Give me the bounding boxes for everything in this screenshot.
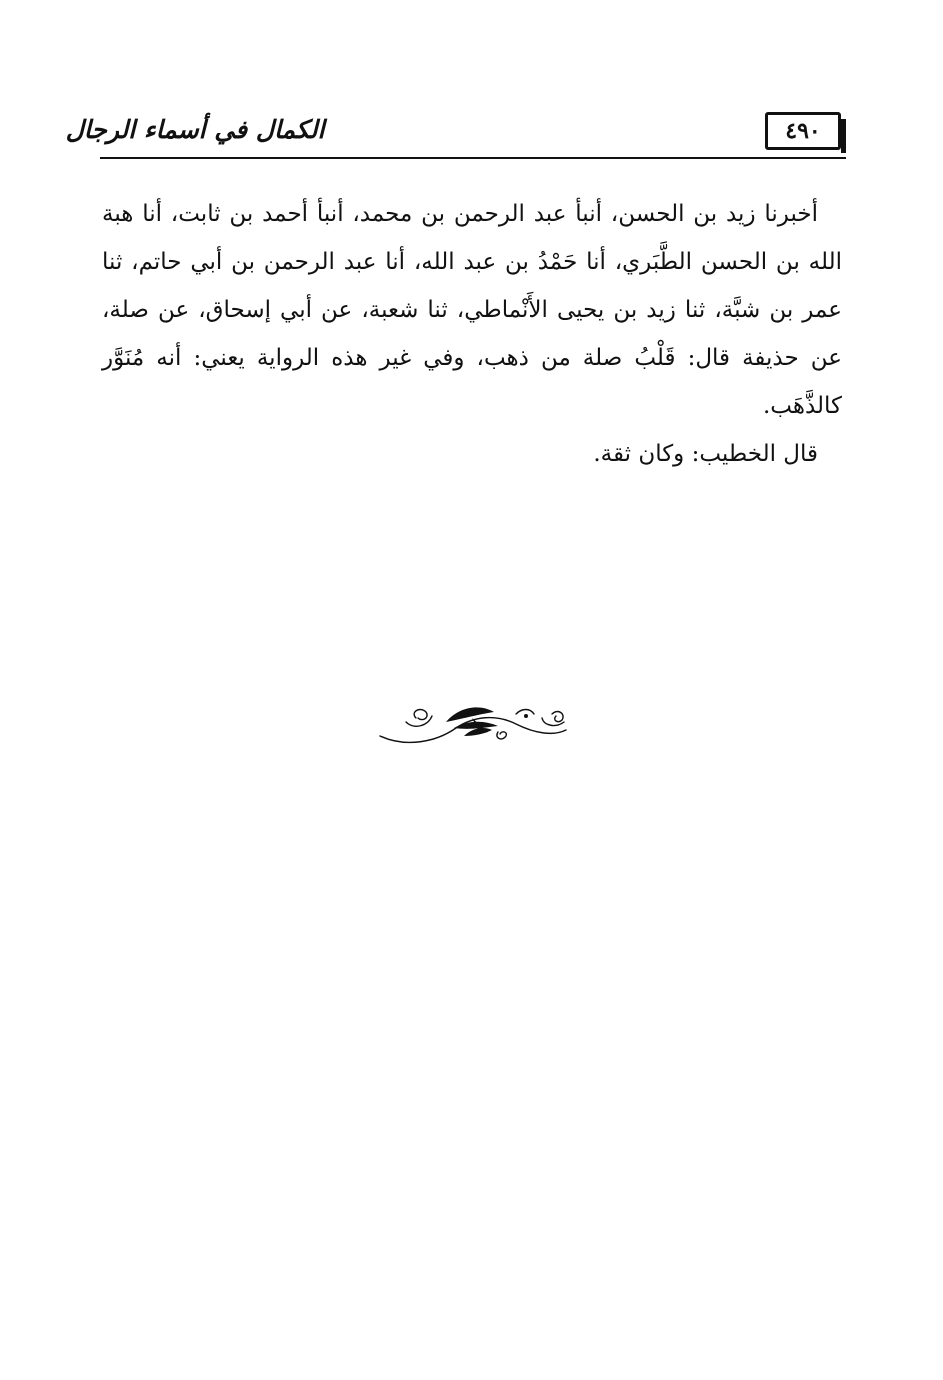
paragraph: أخبرنا زيد بن الحسن، أنبأ عبد الرحمن بن محمد، أنبأ أحمد بن ثابت، أنا هبة الله بن الحسن الطَّبَري، أنا حَمْدُ بن عبد الله، أنا عبد الرحمن بن أبي حاتم، ثنا عمر بن شبَّة، ثنا زيد بن يحيى الأَنْماطي، ثنا شعبة، عن أبي إسحاق، عن صلة، عن حذيفة قال: قَلْبُ صلة من ذهب، وفي غير هذه الرواية يعني: أنه مُنَوَّر كالذَّهَب. bbox=[102, 201, 843, 419]
running-title: الكمال في أسماء الرجال bbox=[65, 114, 325, 144]
body-text bbox=[102, 190, 842, 478]
page-number: ٤٩٠ bbox=[765, 112, 841, 150]
floral-divider-icon bbox=[376, 692, 570, 746]
header-rule bbox=[100, 157, 846, 159]
paragraph: قال الخطيب: وكان ثقة. bbox=[593, 441, 818, 467]
